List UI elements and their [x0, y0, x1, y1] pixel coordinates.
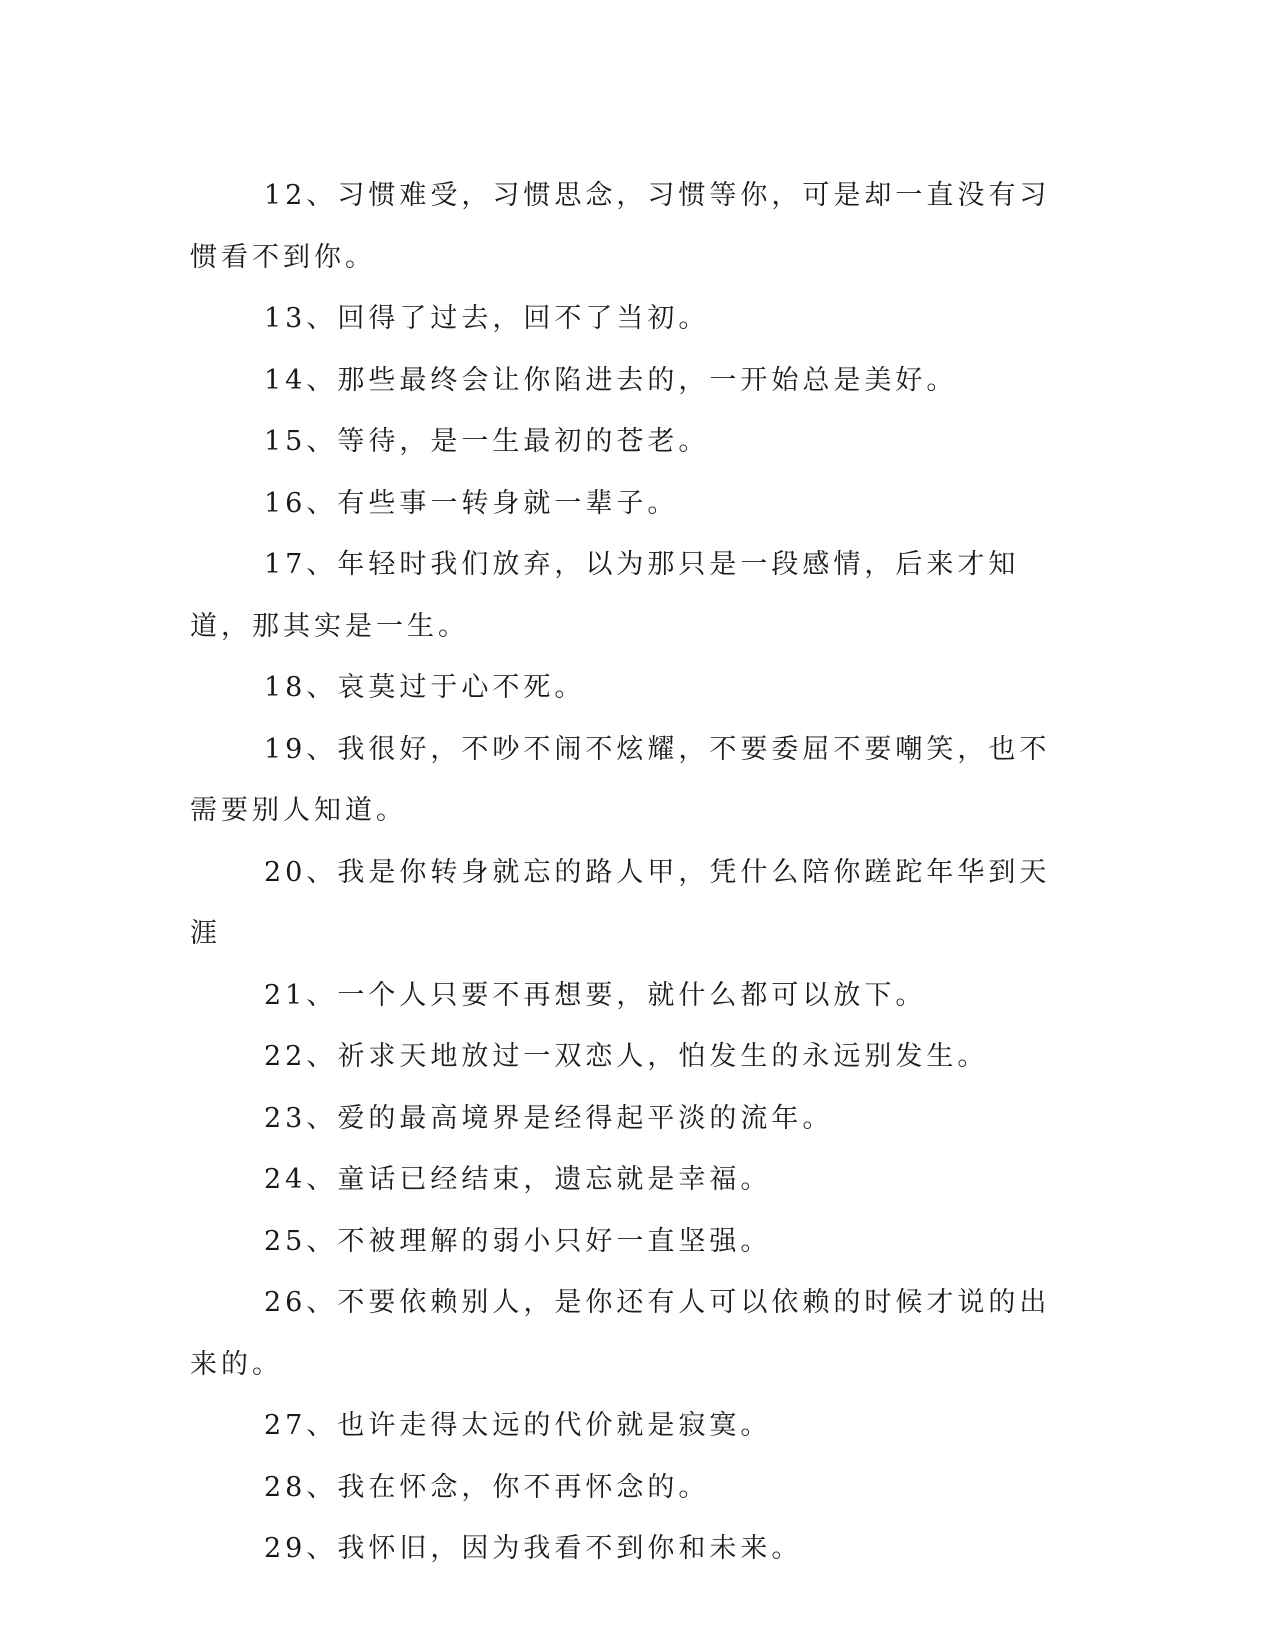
quote-paragraph-16: 16、有些事一转身就一辈子。: [264, 487, 679, 519]
quote-paragraph-20: 20、我是你转身就忘的路人甲，凭什么陪你蹉跎年华到天涯: [190, 856, 1051, 949]
quote-paragraph-18: 18、哀莫过于心不死。: [264, 672, 586, 703]
quote-paragraph-21: 21、一个人只要不再想要，就什么都可以放下。: [264, 979, 927, 1011]
document-body: [190, 165, 1080, 1580]
quote-paragraph-29: 29、我怀旧，因为我看不到你和未来。: [264, 1533, 803, 1564]
quote-paragraph-13: 13、回得了过去，回不了当初。: [264, 303, 710, 334]
quote-paragraph-19: 19、我很好，不吵不闹不炫耀，不要委屈不要嘲笑，也不需要别人知道。: [190, 733, 1051, 826]
quote-paragraph-24: 24、童话已经结束，遗忘就是幸福。: [264, 1164, 772, 1195]
quote-paragraph-12: 12、习惯难受，习惯思念，习惯等你，可是却一直没有习惯看不到你。: [190, 180, 1051, 273]
quote-paragraph-15: 15、等待，是一生最初的苍老。: [264, 426, 710, 457]
quote-paragraph-14: 14、那些最终会让你陷进去的，一开始总是美好。: [264, 364, 958, 396]
quote-paragraph-23: 23、爱的最高境界是经得起平淡的流年。: [264, 1102, 834, 1134]
quote-paragraph-27: 27、也许走得太远的代价就是寂寞。: [264, 1410, 772, 1441]
quote-paragraph-28: 28、我在怀念，你不再怀念的。: [264, 1471, 710, 1503]
quote-paragraph-26: 26、不要依赖别人，是你还有人可以依赖的时候才说的出来的。: [190, 1287, 1051, 1380]
quote-paragraph-22: 22、祈求天地放过一双恋人，怕发生的永远别发生。: [264, 1041, 989, 1072]
quote-paragraph-17: 17、年轻时我们放弃，以为那只是一段感情，后来才知道，那其实是一生。: [190, 549, 1020, 642]
quote-paragraph-25: 25、不被理解的弱小只好一直坚强。: [264, 1225, 772, 1257]
